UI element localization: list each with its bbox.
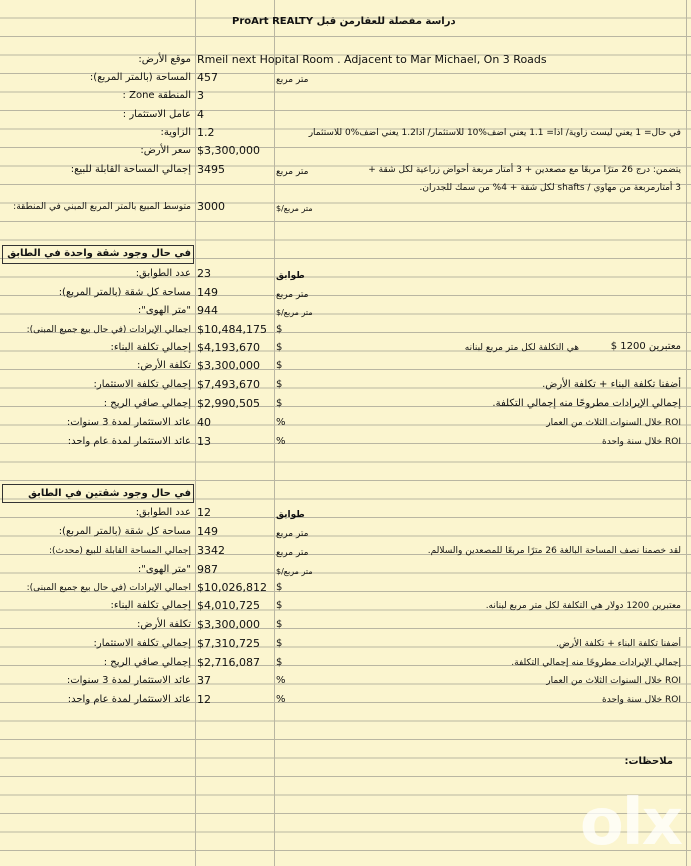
- s1-invest-note: أضفنا تكلفة البناء + تكلفة الأرض.: [542, 379, 681, 390]
- price-value: $3,300,000: [197, 144, 260, 157]
- s1-revenue-label: اجمالي الإيرادات (في حال بيع جميع المبنى):: [26, 325, 191, 335]
- zone-value: 3: [197, 89, 204, 102]
- column-divider: [195, 0, 196, 866]
- s2-revenue-label: اجمالي الإيرادات (في حال بيع جميع المبنى):: [26, 583, 191, 593]
- s1-roi1-symbol: %: [276, 436, 286, 447]
- area-label: المساحة (بالمتر المربع):: [89, 72, 191, 83]
- s1-floors-unit: طوابق: [276, 271, 305, 281]
- avg-price-label: متوسط المبيع بالمتر المربع المبني في المنطقة:: [13, 202, 191, 212]
- sellable-value: 3495: [197, 163, 225, 176]
- sellable-note-2: 3 أمتارمربعة من مهاوي / shafts لكل شقة + 4% من سمك للجدران.: [419, 183, 681, 193]
- section2-header: في حال وجود شقتين في الطابق: [28, 488, 191, 499]
- s1-invest-label: إجمالي تكلفة الاستثمار:: [93, 379, 191, 390]
- s1-roi1-note: ROI خلال سنة واحدة: [602, 437, 681, 447]
- s2-roi1-value: 12: [197, 693, 211, 706]
- s1-land-value: $3,300,000: [197, 359, 260, 372]
- s2-roi3-label: عائد الاستثمار لمدة 3 سنوات:: [66, 675, 191, 686]
- s1-roi3-value: 40: [197, 416, 211, 429]
- s1-build-value: $4,193,670: [197, 341, 260, 354]
- watermark-logo: olx: [579, 786, 681, 860]
- column-divider: [274, 0, 275, 866]
- s2-apt-area-unit: متر مربع: [276, 529, 309, 539]
- s1-invest-value: $7,493,670: [197, 378, 260, 391]
- area-unit: متر مربع: [276, 75, 309, 85]
- location-label: موقع الأرض:: [138, 54, 191, 65]
- sellable-unit: متر مربع: [276, 167, 309, 177]
- factor-value: 4: [197, 108, 204, 121]
- area-value: 457: [197, 71, 218, 84]
- s2-floors-value: 12: [197, 506, 211, 519]
- s2-invest-symbol: $: [276, 638, 283, 649]
- s2-land-label: تكلفة الأرض:: [137, 619, 191, 630]
- price-label: سعر الأرض:: [140, 145, 191, 156]
- s2-build-label: إجمالي تكلفة البناء:: [110, 600, 191, 611]
- s2-sellable-unit: متر مربع: [276, 548, 309, 558]
- column-divider: [686, 0, 687, 866]
- s2-profit-symbol: $: [276, 657, 283, 668]
- s1-profit-symbol: $: [276, 398, 283, 409]
- s1-profit-label: إجمالي صافي الربح :: [103, 398, 191, 409]
- s2-profit-label: إجمالي صافي الربح :: [103, 657, 191, 668]
- page-title: ProArt REALTY دراسة مفصلة للعقارمن قبل: [232, 16, 456, 27]
- s2-invest-value: $7,310,725: [197, 637, 260, 650]
- avg-price-unit: متر مربع/$: [276, 204, 313, 213]
- s1-revenue-symbol: $: [276, 324, 283, 335]
- s2-build-symbol: $: [276, 600, 283, 611]
- s2-roi3-value: 37: [197, 674, 211, 687]
- s2-revenue-symbol: $: [276, 582, 283, 593]
- s2-apt-area-label: مساحة كل شقة (بالمتر المربع):: [58, 526, 191, 537]
- s1-land-label: تكلفة الأرض:: [137, 360, 191, 371]
- s1-roi3-note: ROI خلال السنوات الثلاث من العمار: [546, 418, 681, 428]
- sellable-label: إجمالي المساحة القابلة للبيع:: [70, 164, 191, 175]
- s1-roi3-symbol: %: [276, 417, 286, 428]
- s1-floors-value: 23: [197, 267, 211, 280]
- s1-invest-symbol: $: [276, 379, 283, 390]
- s2-roi1-symbol: %: [276, 694, 286, 705]
- factor-label: عامل الاستثمار :: [122, 109, 191, 120]
- avg-price-value: 3000: [197, 200, 225, 213]
- s2-revenue-value: $10,026,812: [197, 581, 267, 594]
- s2-invest-label: إجمالي تكلفة الاستثمار:: [93, 638, 191, 649]
- s2-roi3-note: ROI خلال السنوات الثلاث من العمار: [546, 676, 681, 686]
- s2-sellable-note: لقد خصمنا نصف المساحة البالغة 26 مترًا مربعًا للمصعدين والسلالم.: [427, 546, 681, 556]
- zone-label: المنطقة Zone :: [122, 90, 191, 101]
- s1-apt-area-label: مساحة كل شقة (بالمتر المربع):: [58, 287, 191, 298]
- s2-build-value: $4,010,725: [197, 599, 260, 612]
- s1-profit-note: إجمالي الإيرادات مطروحًا منه إجمالي التكلفة.: [492, 398, 681, 409]
- s2-floors-unit: طوابق: [276, 510, 305, 520]
- s1-revenue-value: $10,484,175: [197, 323, 267, 336]
- notes-label: ملاحظات:: [624, 756, 673, 767]
- s2-roi3-symbol: %: [276, 675, 286, 686]
- s1-build-symbol: $: [276, 342, 283, 353]
- sellable-note-1: يتضمن: درج 26 مترًا مربعًا مع مصعدين + 3 أمتار مربعة أحواض زراعية لكل شقة +: [368, 165, 681, 175]
- s1-floors-label: عدد الطوابق:: [135, 268, 191, 279]
- s1-apt-area-unit: متر مربع: [276, 290, 309, 300]
- angle-label: الزاوية:: [160, 127, 191, 138]
- s2-floors-label: عدد الطوابق:: [135, 507, 191, 518]
- s1-roi3-label: عائد الاستثمار لمدة 3 سنوات:: [66, 417, 191, 428]
- s2-air-value: 987: [197, 563, 218, 576]
- s2-apt-area-value: 149: [197, 525, 218, 538]
- s2-air-label: "متر الهوى":: [137, 564, 191, 575]
- s1-air-unit: متر مربع/$: [276, 308, 313, 317]
- s2-sellable-value: 3342: [197, 544, 225, 557]
- s1-roi1-label: عائد الاستثمار لمدة عام واحد:: [67, 436, 191, 447]
- s2-roi1-label: عائد الاستثمار لمدة عام واحد:: [67, 694, 191, 705]
- section1-header: في حال وجود شقة واحدة في الطابق: [7, 248, 191, 259]
- s1-apt-area-value: 149: [197, 286, 218, 299]
- s1-land-symbol: $: [276, 360, 283, 371]
- s2-land-symbol: $: [276, 619, 283, 630]
- s1-build-label: إجمالي تكلفة البناء:: [110, 342, 191, 353]
- s2-build-note: معتبرين 1200 دولار هي التكلفة لكل متر مربع لبنانه.: [485, 601, 681, 611]
- s2-land-value: $3,300,000: [197, 618, 260, 631]
- angle-note: في حال= 1 يعني ليست زاوية/ اذا= 1.1 يعني اضف%10 للاستثمار/ اذا1.2 يعني اضف%0 للاستثمار: [308, 128, 681, 138]
- s2-air-unit: متر مربع/$: [276, 567, 313, 576]
- s1-build-note-cost: معتبرين 1200 $: [610, 341, 681, 352]
- s1-air-label: "متر الهوى":: [137, 305, 191, 316]
- s2-sellable-label: إجمالي المساحة القابلة للبيع (محدث):: [49, 546, 191, 556]
- s2-profit-value: $2,716,087: [197, 656, 260, 669]
- s1-air-value: 944: [197, 304, 218, 317]
- s2-roi1-note: ROI خلال سنة واحدة: [602, 695, 681, 705]
- angle-value: 1.2: [197, 126, 215, 139]
- location-value: Rmeil next Hopital Room . Adjacent to Mar Michael, On 3 Roads: [197, 53, 547, 66]
- s2-profit-note: إجمالي الإيرادات مطروحًا منه إجمالي التكلفة.: [511, 658, 681, 668]
- s1-roi1-value: 13: [197, 435, 211, 448]
- s2-invest-note: أضفنا تكلفة البناء + تكلفة الأرض.: [555, 639, 681, 649]
- s1-profit-value: $2,990,505: [197, 397, 260, 410]
- s1-build-note: هي التكلفة لكل متر مربع لبنانه: [464, 343, 579, 353]
